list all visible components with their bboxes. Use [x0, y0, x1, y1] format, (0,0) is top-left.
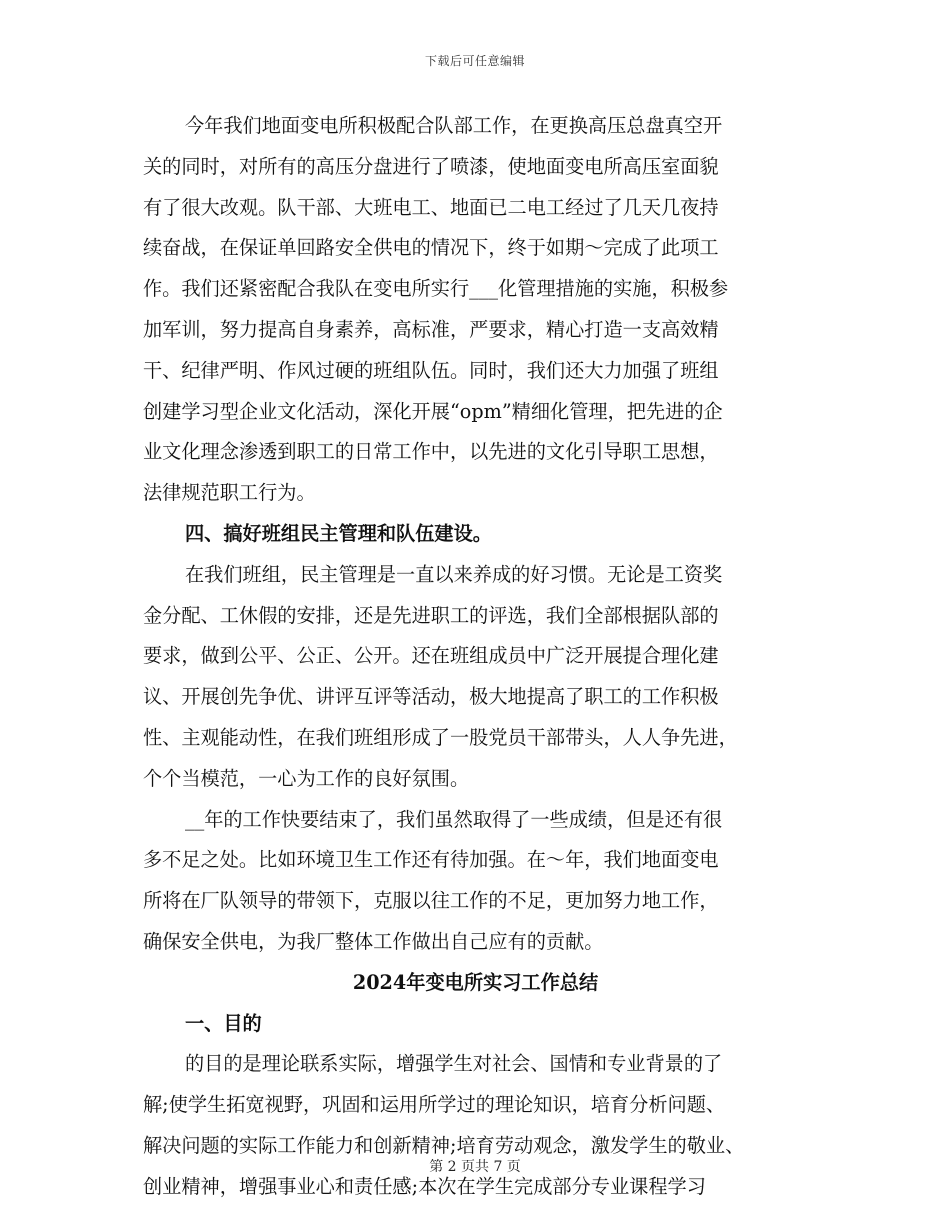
- paragraph-line: 作。我们还紧密配合我队在变电所实行___化管理措施的实施，积极参: [143, 277, 729, 301]
- paragraph-line: 所将在厂队领导的带领下，克服以往工作的不足，更加努力地工作，: [143, 889, 719, 913]
- paragraph-line: 加军训，努力提高自身素养，高标准，严要求，精心打造一支高效精: [143, 317, 719, 341]
- section-title: 2024年变电所实习工作总结: [352, 970, 599, 994]
- section-heading: 一、目的: [185, 1011, 262, 1035]
- paragraph-line: 关的同时，对所有的高压分盘进行了喷漆，使地面变电所高压室面貌: [143, 154, 719, 178]
- paragraph-line: 在我们班组，民主管理是一直以来养成的好习惯。无论是工资奖: [185, 562, 723, 586]
- page-header: 下载后可任意编辑: [424, 54, 525, 68]
- paragraph-line: 创业精神，增强事业心和责任感;本次在学生完成部分专业课程学习: [143, 1174, 706, 1198]
- paragraph-line: 金分配、工休假的安排，还是先进职工的评选，我们全部根据队部的: [143, 603, 719, 627]
- paragraph-line: 的目的是理论联系实际，增强学生对社会、国情和专业背景的了: [185, 1052, 723, 1076]
- paragraph-line: 创建学习型企业文化活动，深化开展“opm”精细化管理，把先进的企: [143, 399, 723, 423]
- section-heading: 四、搞好班组民主管理和队伍建设。: [185, 521, 492, 545]
- document-body: [143, 106, 808, 1208]
- paragraph-line: 性、主观能动性，在我们班组形成了一股党员干部带头，人人争先进，: [143, 725, 738, 749]
- paragraph-line: 续奋战，在保证单回路安全供电的情况下，终于如期～完成了此项工: [143, 236, 719, 260]
- paragraph-line: 今年我们地面变电所积极配合队部工作，在更换高压总盘真空开: [185, 114, 723, 137]
- paragraph-line: 解决问题的实际工作能力和创新精神;培育劳动观念，激发学生的敬业、: [143, 1133, 745, 1157]
- paragraph-line: 解;使学生拓宽视野，巩固和运用所学过的理论知识，培育分析问题、: [143, 1093, 726, 1117]
- paragraph-line: 有了很大改观。队干部、大班电工、地面已二电工经过了几天几夜持: [143, 195, 719, 219]
- paragraph-line: 要求，做到公平、公正、公开。还在班组成员中广泛开展提合理化建: [143, 644, 719, 668]
- paragraph-line: 业文化理念渗透到职工的日常工作中，以先进的文化引导职工思想，: [143, 440, 719, 464]
- paragraph-line: 多不足之处。比如环境卫生工作还有待加强。在～年，我们地面变电: [143, 848, 719, 872]
- paragraph-line: 个个当模范，一心为工作的良好氛围。: [143, 766, 470, 790]
- paragraph-line: 干、纪律严明、作风过硬的班组队伍。同时，我们还大力加强了班组: [143, 358, 719, 382]
- paragraph-line: 确保安全供电，为我厂整体工作做出自己应有的贡献。: [143, 929, 604, 953]
- paragraph-line: __年的工作快要结束了，我们虽然取得了一些成绩，但是还有很: [185, 807, 723, 831]
- page-footer: 第 2 页共 7 页: [429, 1159, 521, 1175]
- paragraph-line: 法律规范职工行为。: [143, 481, 316, 505]
- paragraph-line: 议、开展创先争优、讲评互评等活动，极大地提高了职工的工作积极: [143, 685, 719, 709]
